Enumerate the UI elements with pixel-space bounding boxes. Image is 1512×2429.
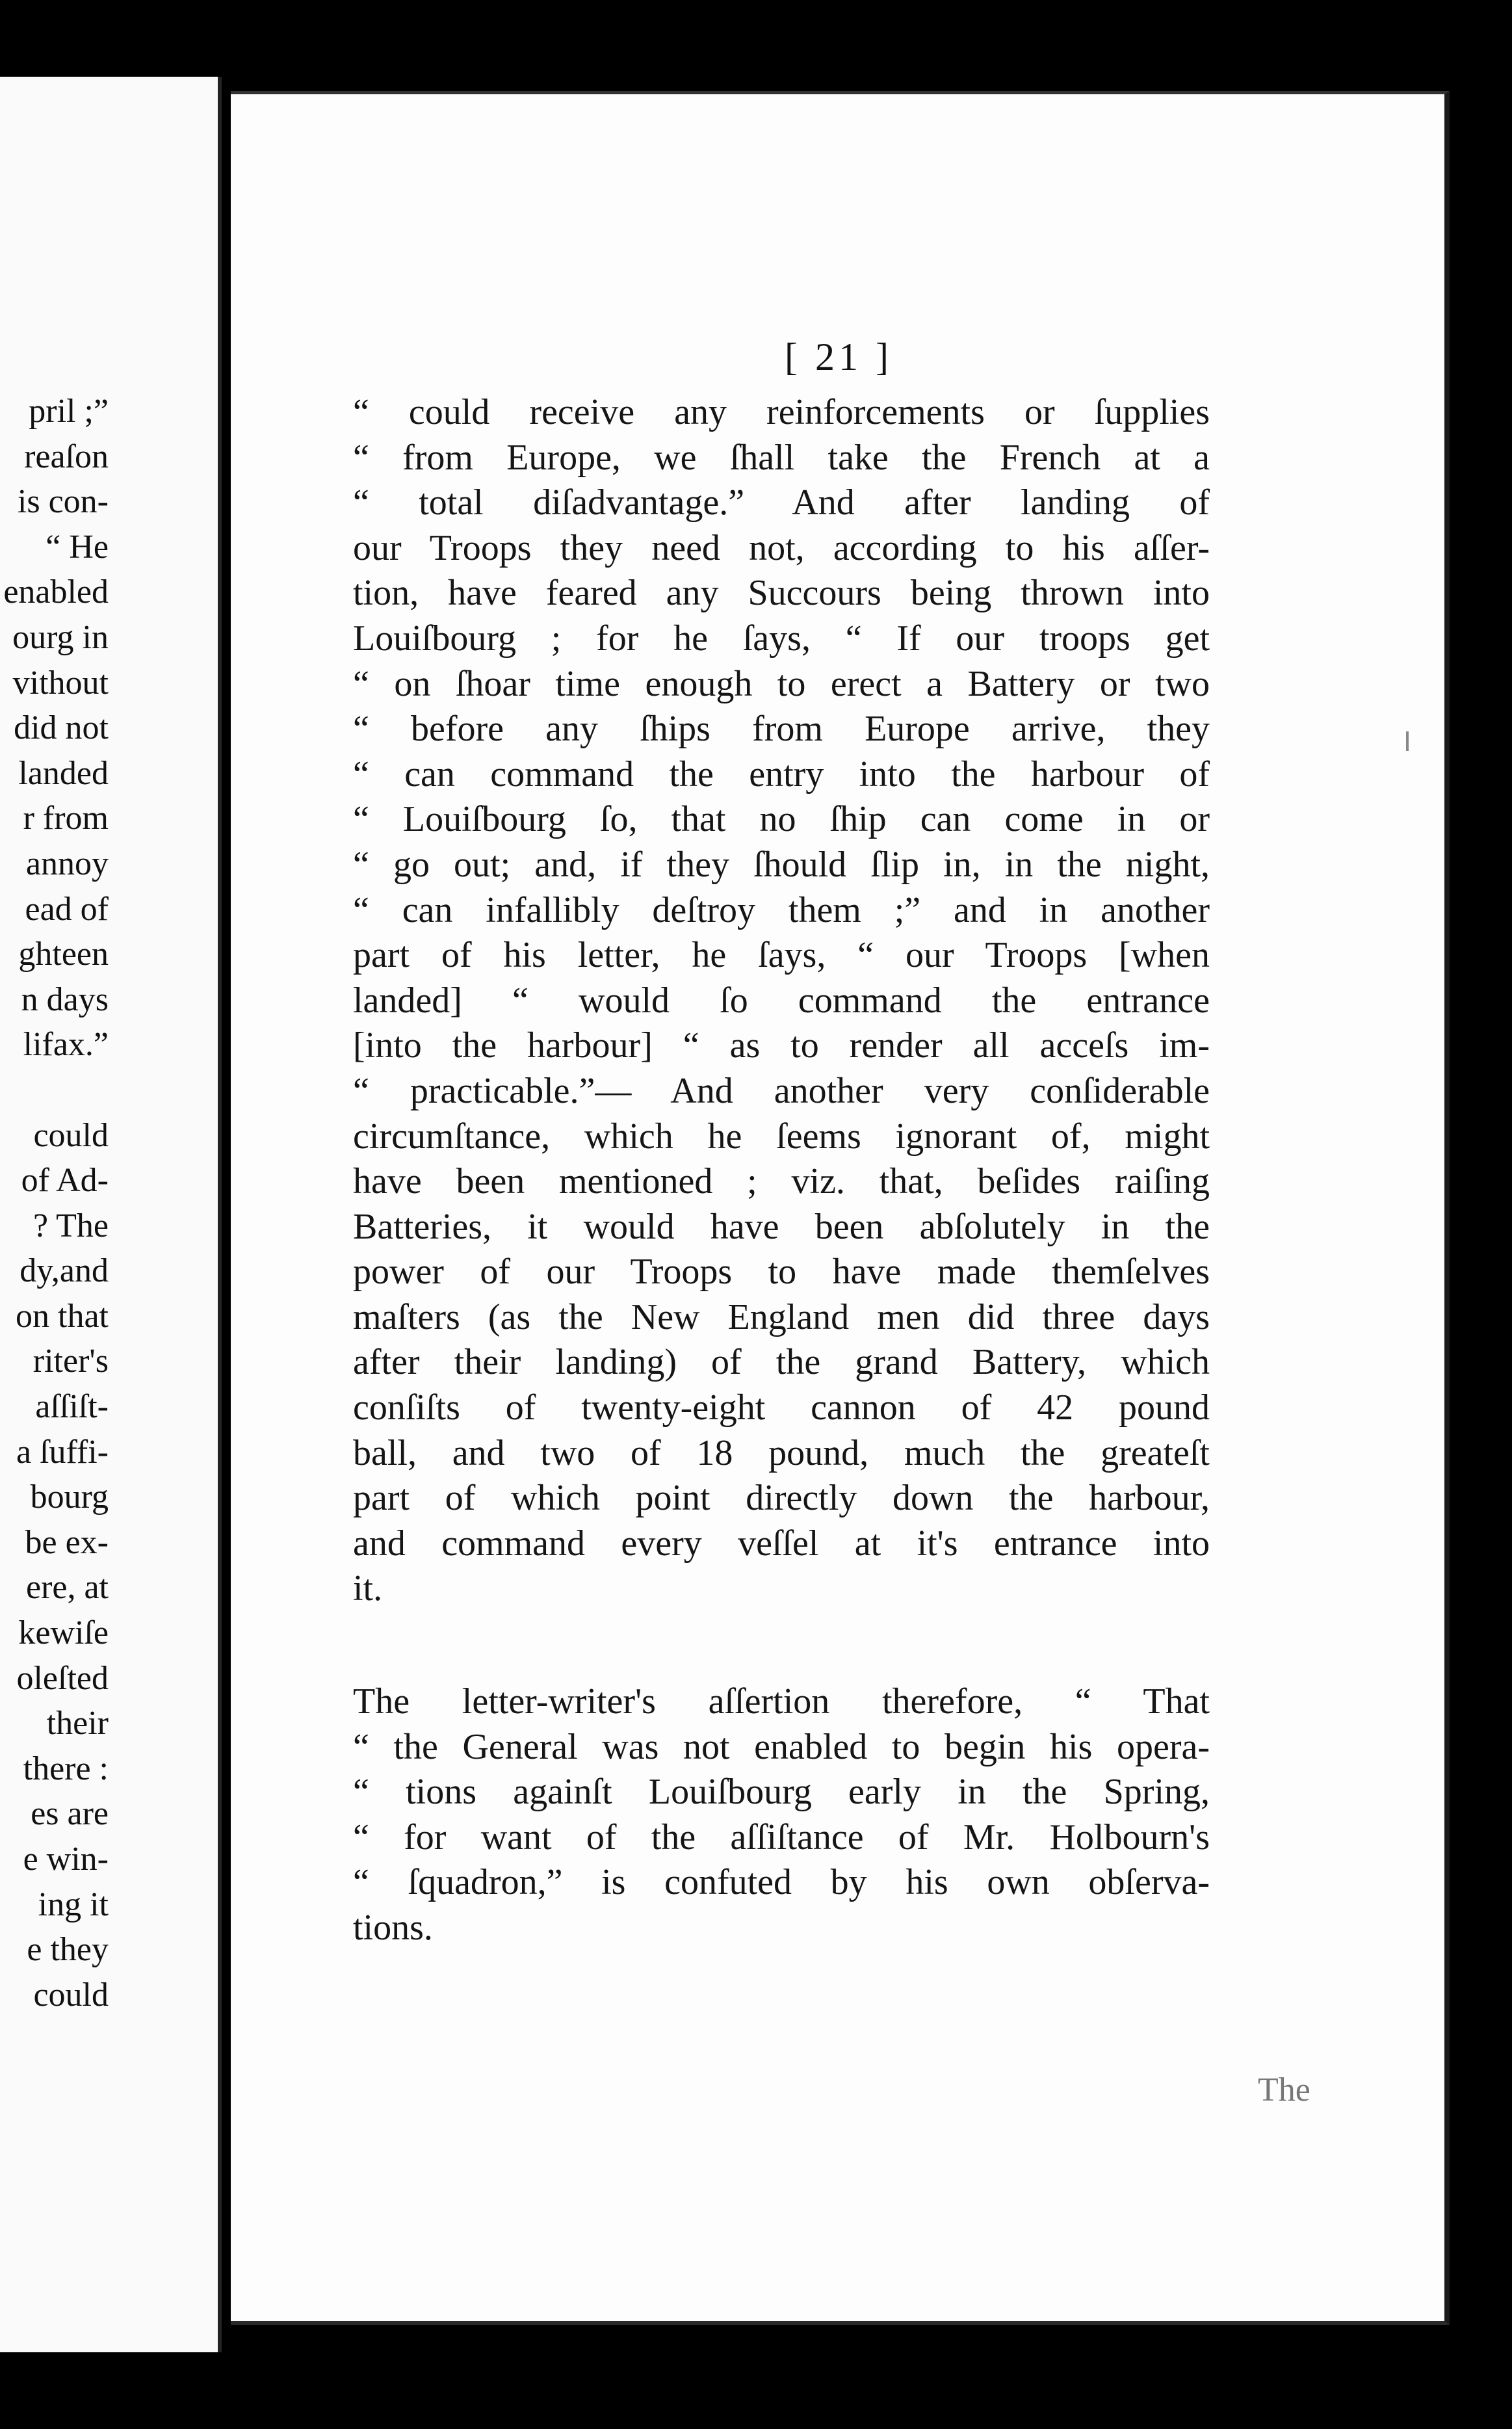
text-line: vithout (12, 664, 109, 702)
text-line: part of his letter, he ſays, “ our Troops [when (353, 935, 1210, 976)
text-line: our Troops they need not, according to his aſſer- (353, 527, 1210, 568)
text-line: part of which point directly down the harbour, (353, 1478, 1210, 1519)
text-line: it. (353, 1568, 383, 1609)
text-line: “ total diſadvantage.” And after landing of (353, 482, 1210, 523)
text-line: “ tions againſt Louiſbourg early in the Spring, (353, 1772, 1210, 1813)
text-line: conſiſts of twenty-eight cannon of 42 pound (353, 1387, 1210, 1428)
text-line: annoy (25, 845, 109, 882)
text-line: ghteen (18, 936, 109, 973)
text-line: there : (23, 1750, 109, 1787)
text-line: Batteries, it would have been abſolutely in the (353, 1206, 1210, 1247)
text-line: “ from Europe, we ſhall take the French at a (353, 437, 1210, 478)
text-line: aſſiſt- (35, 1388, 109, 1426)
catchword: The (1258, 2071, 1310, 2108)
text-line: ere, at (25, 1569, 109, 1607)
text-line: ball, and two of 18 pound, much the greateſt (353, 1432, 1210, 1473)
text-line: bourg (30, 1478, 109, 1516)
text-line: “ before any ſhips from Europe arrive, they (353, 709, 1210, 750)
text-line: [into the harbour] “ as to render all acceſs im- (353, 1025, 1210, 1066)
text-line: “ go out; and, if they ſhould ſlip in, in the night, (353, 844, 1210, 885)
text-line: their (46, 1705, 109, 1742)
paragraph-gap (353, 1612, 1210, 1679)
text-line: have been mentioned ; viz. that, beſides raiſing (353, 1161, 1210, 1202)
text-line: “ for want of the aſſiſtance of Mr. Holbourn's (353, 1817, 1210, 1858)
text-line: pril ;” (29, 393, 109, 430)
text-line: “ ſquadron,” is confuted by his own obſerva- (353, 1862, 1210, 1903)
text-line: after their landing) of the grand Battery, which (353, 1342, 1210, 1383)
page-number: [ 21 ] (785, 335, 893, 378)
text-line: a ſuffi- (16, 1433, 109, 1471)
text-line: tions. (353, 1908, 433, 1948)
text-line: tion, have feared any Succours being thrown into (353, 573, 1210, 614)
text-line: dy,and (20, 1252, 109, 1290)
text-line: reaſon (24, 438, 109, 475)
text-line: “ on ſhoar time enough to erect a Battery or two (353, 663, 1210, 704)
text-line: “ He (46, 528, 109, 566)
paragraph-1 (353, 390, 1210, 1612)
text-line: landed] “ would ſo command the entrance (353, 980, 1210, 1021)
previous-page-text (0, 389, 109, 2017)
text-line: n days (21, 980, 109, 1018)
text-line: could (33, 1976, 109, 2014)
text-line: r from (23, 800, 109, 837)
previous-page-fragment (0, 77, 222, 2352)
text-line: ? The (33, 1207, 109, 1244)
text-line: did not (14, 709, 109, 747)
text-line: “ can infallibly deſtroy them ;” and in another (353, 889, 1210, 930)
text-line: “ can command the entry into the harbour of (353, 754, 1210, 794)
text-line: riter's (33, 1343, 109, 1380)
text-line: e they (27, 1931, 109, 1969)
text-line: power of our Troops to have made themſelves (353, 1252, 1210, 1293)
text-line: The letter-writer's aſſertion therefore, “ That (353, 1681, 1210, 1722)
text-line: “ could receive any reinforcements or ſupplies (353, 392, 1210, 432)
text-line: “ practicable.”— And another very conſiderable (353, 1070, 1210, 1111)
text-line: be ex- (25, 1523, 109, 1561)
text-line (0, 1068, 109, 1113)
body-text (353, 390, 1210, 1951)
paragraph-2 (353, 1679, 1210, 1951)
text-line: of Ad- (21, 1162, 109, 1200)
edge-mark (1406, 731, 1409, 751)
text-line: ead of (25, 890, 109, 928)
text-line: enabled (3, 573, 109, 611)
text-line: maſters (as the New England men did three days (353, 1296, 1210, 1337)
text-line: kewiſe (18, 1614, 109, 1652)
text-line: “ Louiſbourg ſo, that no ſhip can come in or (353, 799, 1210, 840)
page (231, 91, 1450, 2325)
text-line: could (33, 1116, 109, 1154)
text-line: es are (31, 1795, 109, 1833)
text-line: circumſtance, which he ſeems ignorant of, might (353, 1116, 1210, 1157)
text-line: ing it (38, 1885, 109, 1923)
text-line: e win- (23, 1841, 109, 1878)
text-line: ourg in (12, 618, 109, 656)
text-line: and command every veſſel at it's entrance into (353, 1523, 1210, 1564)
text-line: “ the General was not enabled to begin his opera- (353, 1726, 1210, 1767)
text-line: landed (18, 754, 109, 792)
text-line: oleſted (16, 1659, 109, 1697)
text-line: on that (16, 1297, 109, 1335)
text-line: Louiſbourg ; for he ſays, “ If our troops get (353, 618, 1210, 659)
text-line: lifax.” (23, 1026, 109, 1064)
text-line: is con- (17, 483, 109, 521)
